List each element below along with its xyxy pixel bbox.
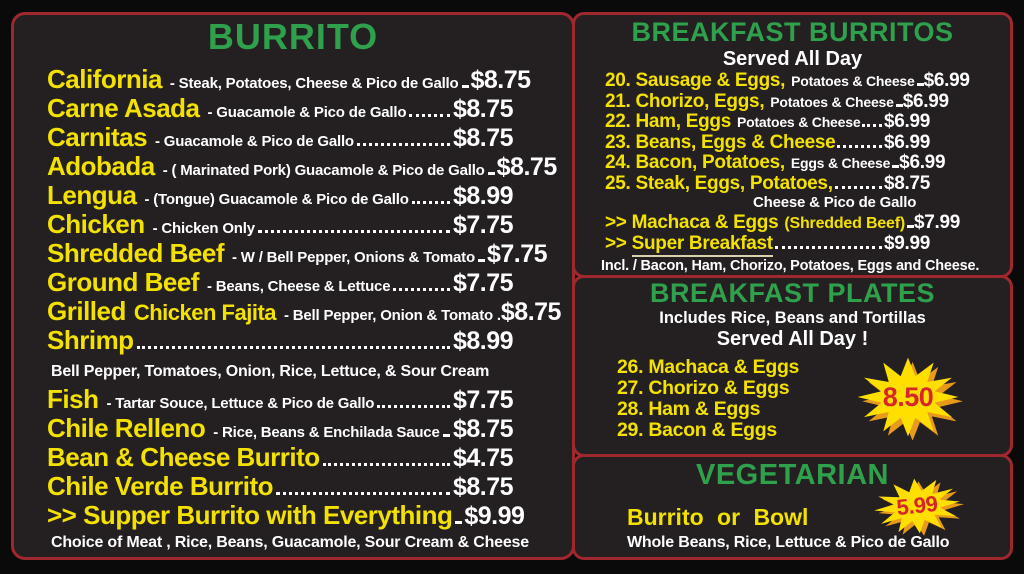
item-supper-burrito — [14, 501, 572, 530]
item-price: $6.99 — [883, 131, 930, 153]
includes-note: Includes Rice, Beans and Tortillas — [659, 309, 926, 327]
item-name: Carne Asada — [47, 93, 200, 123]
item-28-ham-eggs: 28. Ham & Eggs — [617, 398, 761, 420]
item-desc: (Shredded Beef) — [784, 215, 905, 232]
dotted-leader — [837, 145, 882, 148]
item-price: $9.99 — [464, 502, 525, 530]
dotted-leader — [377, 405, 450, 408]
item-name: 22. Ham, Eggs — [605, 111, 731, 132]
item-price: $8.75 — [883, 172, 930, 194]
item-price: $8.75 — [496, 153, 557, 181]
dotted-leader — [907, 225, 912, 228]
item-name: >> Supper Burrito with Everything — [47, 500, 453, 530]
super-breakfast-note: Incl. / Bacon, Ham, Chorizo, Potatoes, Eggs and Cheese. — [601, 258, 980, 274]
item-machaca-eggs — [575, 212, 1010, 233]
item-lengua — [14, 181, 572, 210]
item-price: $6.99 — [883, 111, 930, 132]
served-all-day-label: Served All Day — [722, 48, 863, 70]
item-grilled-chicken-fajita — [14, 297, 572, 326]
item-price: $9.99 — [883, 233, 930, 254]
item-name: Shrimp — [47, 325, 134, 355]
dotted-leader — [357, 143, 450, 146]
item-name: Fish — [47, 384, 99, 414]
item-name: Chile Relleno — [47, 413, 206, 443]
item-name: Lengua — [47, 180, 137, 210]
item-fish — [14, 385, 572, 414]
breakfast-plates-panel — [572, 275, 1013, 457]
dotted-leader — [412, 201, 450, 204]
item-desc: - Guacamole & Pico de Gallo — [207, 104, 407, 121]
dotted-leader — [393, 288, 450, 291]
item-price: $6.99 — [923, 70, 970, 91]
item-price: $8.75 — [500, 298, 561, 326]
item-desc: - Guacamole & Pico de Gallo — [155, 133, 354, 150]
item-name: 25. Steak, Eggs, Potatoes, — [605, 172, 833, 194]
item-price: $7.99 — [913, 212, 960, 233]
item-20-sausage-eggs — [575, 71, 1010, 92]
dotted-leader — [409, 114, 450, 117]
item-name-secondary: Chicken Fajita — [133, 300, 277, 325]
plates-price: 8.50 — [882, 381, 934, 412]
item-price: $7.75 — [452, 386, 513, 414]
item-name: >> Machaca & Eggs — [605, 212, 779, 233]
item-desc: Eggs & Cheese — [790, 155, 891, 171]
item-prefix: >> — [605, 233, 632, 254]
item-name: 24. Bacon, Potatoes, — [605, 152, 785, 173]
item-price: $8.75 — [452, 124, 513, 152]
item-name: Carnitas — [47, 122, 148, 152]
item-desc: - Rice, Beans & Enchilada Sauce — [213, 424, 440, 441]
item-shredded-beef — [14, 239, 572, 268]
burrito-title: BURRITO — [207, 16, 379, 57]
item-name: Grilled — [47, 296, 126, 326]
dotted-leader — [323, 463, 450, 466]
item-price: $8.99 — [452, 327, 513, 355]
item-price: $6.99 — [899, 152, 946, 173]
item-price: $8.75 — [452, 415, 513, 443]
item-desc: - ( Marinated Pork) Guacamole & Pico de Gallo — [162, 162, 485, 179]
dotted-leader — [137, 346, 450, 349]
item-name: Ground Beef — [47, 267, 199, 297]
dotted-leader — [775, 246, 882, 249]
item-desc: - Bell Pepper, Onion & Tomato . — [284, 307, 501, 324]
dotted-leader — [455, 521, 461, 524]
item-desc: Potatoes & Cheese — [770, 93, 894, 110]
dotted-leader — [258, 230, 450, 233]
item-24-bacon-potatoes — [575, 153, 1010, 174]
dotted-leader — [892, 165, 897, 168]
item-23-beans-eggs-cheese — [575, 133, 1010, 154]
served-all-day-label: Served All Day ! — [716, 328, 869, 350]
item-name: California — [47, 64, 162, 94]
item-price: $8.75 — [470, 66, 531, 94]
burrito-panel — [11, 12, 575, 560]
item-26-machaca-eggs: 26. Machaca & Eggs — [617, 356, 800, 378]
vegetarian-desc: Whole Beans, Rice, Lettuce & Pico de Gallo — [627, 534, 950, 551]
item-name: 21. Chorizo, Eggs, — [605, 90, 765, 112]
item-chile-verde-burrito — [14, 472, 572, 501]
item-22-ham-eggs — [575, 112, 1010, 133]
dotted-leader — [478, 259, 484, 262]
item-price: $6.99 — [902, 90, 949, 112]
dotted-leader — [276, 492, 450, 495]
vegetarian-panel — [572, 454, 1013, 560]
item-desc: - W / Bell Pepper, Onions & Tomato — [232, 249, 475, 266]
item-name: Super Breakfast — [632, 233, 773, 257]
item-adobada — [14, 152, 572, 181]
supper-burrito-note: Choice of Meat , Rice, Beans, Guacamole, Sour Cream & Cheese — [51, 534, 529, 551]
dotted-leader — [917, 83, 922, 86]
vegetarian-title: VEGETARIAN — [696, 459, 889, 491]
item-name: Adobada — [47, 151, 155, 181]
item-29-bacon-eggs: 29. Bacon & Eggs — [617, 419, 777, 441]
item-27-chorizo-eggs: 27. Chorizo & Eggs — [617, 377, 790, 399]
dotted-leader — [443, 434, 450, 437]
item-name: Shredded Beef — [47, 238, 224, 268]
item-price: $7.75 — [452, 211, 513, 239]
item-chile-relleno — [14, 414, 572, 443]
item-desc: Potatoes & Cheese — [791, 73, 915, 89]
breakfast-burritos-title: BREAKFAST BURRITOS — [631, 17, 954, 47]
dotted-leader — [896, 104, 901, 107]
dotted-leader — [488, 172, 494, 175]
item-name: Chicken — [47, 209, 145, 239]
item-name: Chile Verde Burrito — [47, 471, 273, 501]
item-price: $7.75 — [486, 240, 548, 268]
item-25-continuation: Cheese & Pico de Gallo — [753, 194, 917, 211]
right-column — [572, 12, 1013, 560]
item-desc: - Tartar Souce, Lettuce & Pico de Gallo — [106, 395, 375, 412]
item-carne-asada — [14, 94, 572, 123]
breakfast-plates-title: BREAKFAST PLATES — [649, 278, 935, 308]
dotted-leader — [462, 85, 468, 88]
item-carnitas — [14, 123, 572, 152]
item-desc: - Beans, Cheese & Lettuce — [206, 278, 391, 295]
item-desc: - Chicken Only — [152, 220, 255, 237]
item-shrimp — [14, 326, 572, 355]
item-california — [14, 65, 572, 94]
item-super-breakfast — [575, 233, 1010, 254]
item-desc: - (Tongue) Guacamole & Pico de Gallo — [144, 191, 409, 208]
breakfast-burritos-panel — [572, 12, 1013, 278]
item-name: Bean & Cheese Burrito — [47, 442, 320, 472]
item-price: $8.75 — [452, 473, 513, 501]
item-price: $4.75 — [452, 444, 513, 472]
vegetarian-price: 5.99 — [895, 490, 939, 521]
item-price: $8.99 — [452, 182, 513, 210]
price-starburst — [867, 471, 967, 540]
item-price: $8.75 — [452, 95, 513, 123]
item-desc: Potatoes & Cheese — [736, 114, 861, 130]
item-desc: - Steak, Potatoes, Cheese & Pico de Gallo — [169, 75, 459, 92]
item-bean-cheese-burrito — [14, 443, 572, 472]
item-burrito-or-bowl: Burrito or Bowl — [627, 504, 809, 530]
item-25-steak-eggs-potatoes — [575, 174, 1010, 195]
price-starburst — [853, 354, 963, 440]
item-price: $7.75 — [452, 269, 513, 297]
item-name: 20. Sausage & Eggs, — [605, 70, 786, 91]
burrito-note-extras: Bell Pepper, Tomatoes, Onion, Rice, Lettuce, & Sour Cream — [51, 363, 490, 380]
item-chicken — [14, 210, 572, 239]
dotted-leader — [835, 186, 882, 189]
item-ground-beef — [14, 268, 572, 297]
item-21-chorizo-eggs — [575, 92, 1010, 113]
dotted-leader — [862, 124, 882, 127]
item-name: 23. Beans, Eggs & Cheese — [605, 131, 836, 153]
